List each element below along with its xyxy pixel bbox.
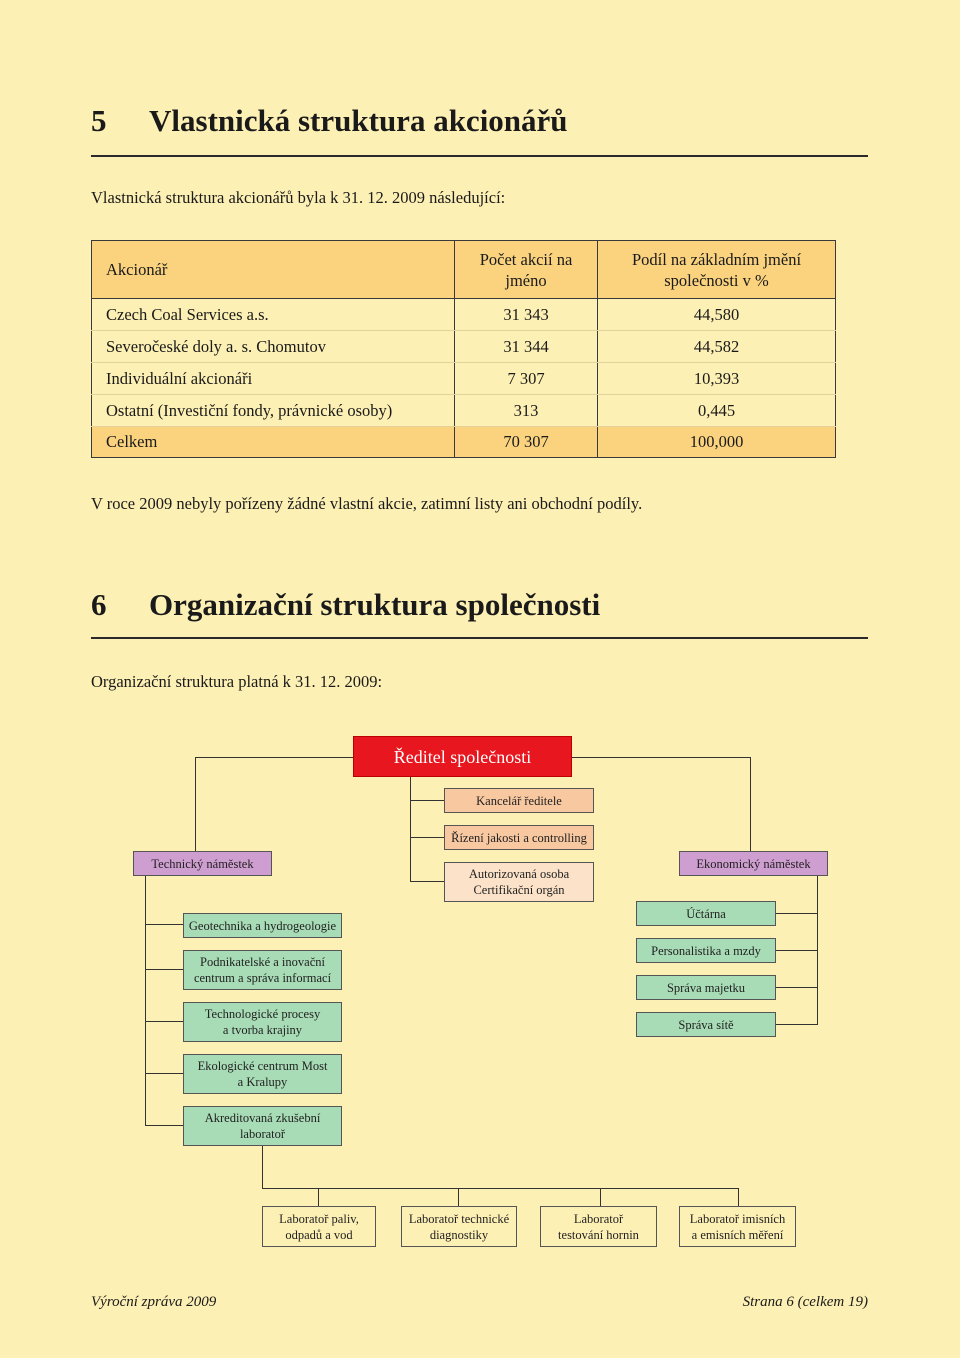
- column-header: [598, 241, 836, 299]
- table-cell: Ostatní (Investiční fondy, právnické osoby): [92, 395, 455, 427]
- header-line: Počet akcií na: [479, 249, 573, 269]
- connector-line: [145, 1073, 183, 1074]
- header-line: společnosti v %: [664, 270, 769, 290]
- technical-unit-box: [183, 1106, 342, 1146]
- table-cell: 10,393: [598, 363, 836, 395]
- technical-unit-box: [183, 950, 342, 990]
- table-header-row: [92, 241, 836, 299]
- box-line: Laboratoř paliv,: [279, 1211, 359, 1226]
- table-row: [92, 299, 836, 331]
- connector-line: [145, 1125, 183, 1126]
- box-line: testování hornin: [558, 1227, 639, 1242]
- technical-unit-box: [183, 1002, 342, 1042]
- connector-line: [410, 800, 444, 801]
- economic-unit-box: Správa majetku: [636, 975, 776, 1000]
- table-cell: 100,000: [598, 427, 836, 458]
- table-row: [92, 363, 836, 395]
- section-number: 6: [91, 587, 107, 622]
- connector-line: [775, 913, 817, 914]
- table-cell: 0,445: [598, 395, 836, 427]
- technical-unit-box: [183, 1054, 342, 1094]
- connector-line: [775, 950, 817, 951]
- column-header: [455, 241, 598, 299]
- director-box: Ředitel společnosti: [353, 736, 572, 777]
- connector-line: [410, 881, 444, 882]
- org-intro-text: Organizační struktura platná k 31. 12. 2009:: [91, 672, 383, 691]
- box-line: Laboratoř: [573, 1211, 624, 1226]
- connector-line: [262, 1145, 263, 1189]
- box-line: Akreditovaná zkušební: [204, 1111, 321, 1125]
- table-cell: 313: [455, 395, 598, 427]
- laboratory-box: [401, 1206, 517, 1247]
- director-office-box: Kancelář ředitele: [444, 788, 594, 813]
- section-title: Organizační struktura společnosti: [149, 587, 601, 622]
- box-line: a emisních měření: [691, 1227, 784, 1242]
- box-line: a Kralupy: [237, 1075, 288, 1089]
- box-line: Laboratoř imisních: [689, 1211, 786, 1226]
- table-cell: 31 343: [455, 299, 598, 331]
- box-line: odpadů a vod: [285, 1227, 353, 1242]
- authorized-body-box: [444, 862, 594, 902]
- footer-report-title: Výroční zpráva 2009: [91, 1294, 217, 1310]
- column-header: Akcionář: [92, 241, 455, 299]
- ownership-table: [91, 240, 836, 458]
- table-cell: 7 307: [455, 363, 598, 395]
- laboratory-box: [679, 1206, 796, 1247]
- shares-note: V roce 2009 nebyly pořízeny žádné vlastní akcie, zatimní listy ani obchodní podíly.: [91, 494, 643, 513]
- section-5-heading: [91, 103, 568, 139]
- table-cell: 31 344: [455, 331, 598, 363]
- connector-line: [145, 969, 183, 970]
- box-line: Laboratoř technické: [408, 1211, 510, 1226]
- table-cell: Severočeské doly a. s. Chomutov: [92, 331, 455, 363]
- connector-line: [817, 875, 818, 1025]
- economic-unit-box: Personalistika a mzdy: [636, 938, 776, 963]
- table-row: [92, 395, 836, 427]
- economic-unit-box: Správa sítě: [636, 1012, 776, 1037]
- header-line: jméno: [505, 270, 547, 290]
- box-line: diagnostiky: [429, 1227, 489, 1242]
- laboratory-box: [540, 1206, 657, 1247]
- connector-line: [318, 1188, 319, 1206]
- connector-line: [145, 875, 146, 1125]
- heading-rule: [91, 637, 868, 639]
- connector-line: [262, 1188, 601, 1189]
- laboratory-box: [262, 1206, 376, 1247]
- heading-rule: [91, 155, 868, 157]
- intro-text: Vlastnická struktura akcionářů byla k 31. 12. 2009 následující:: [91, 188, 506, 207]
- table-cell: Individuální akcionáři: [92, 363, 455, 395]
- box-line: Certifikační orgán: [473, 883, 565, 897]
- connector-line: [600, 1188, 739, 1189]
- table-cell: 70 307: [455, 427, 598, 458]
- box-line: Autorizovaná osoba: [468, 867, 570, 881]
- section-6-heading: [91, 587, 600, 623]
- footer-page-number: Strana 6 (celkem 19): [742, 1294, 868, 1310]
- box-line: Technologické procesy: [204, 1007, 321, 1021]
- box-line: Ekologické centrum Most: [197, 1059, 328, 1073]
- table-row: [92, 331, 836, 363]
- table-cell: 44,582: [598, 331, 836, 363]
- connector-line: [410, 837, 444, 838]
- table-cell: Czech Coal Services a.s.: [92, 299, 455, 331]
- connector-line: [738, 1188, 739, 1206]
- section-number: 5: [91, 103, 107, 138]
- quality-controlling-box: Řízení jakosti a controlling: [444, 825, 594, 850]
- table-total-row: [92, 427, 836, 458]
- box-line: laboratoř: [239, 1127, 286, 1141]
- header-line: Podíl na základním jmění: [631, 249, 802, 269]
- connector-line: [750, 757, 751, 852]
- box-line: a tvorba krajiny: [222, 1023, 303, 1037]
- connector-line: [145, 1021, 183, 1022]
- connector-line: [195, 757, 196, 852]
- table-cell: 44,580: [598, 299, 836, 331]
- table-cell: Celkem: [92, 427, 455, 458]
- economic-deputy-box: Ekonomický náměstek: [679, 851, 828, 876]
- box-line: Podnikatelské a inovační: [200, 955, 325, 969]
- box-line: centrum a správa informací: [193, 971, 332, 985]
- connector-line: [775, 987, 817, 988]
- connector-line: [458, 1188, 459, 1206]
- section-title: Vlastnická struktura akcionářů: [149, 103, 568, 138]
- technical-unit-box: Geotechnika a hydrogeologie: [183, 913, 342, 938]
- connector-line: [145, 924, 183, 925]
- economic-unit-box: Účtárna: [636, 901, 776, 926]
- connector-line: [775, 1024, 817, 1025]
- connector-line: [600, 1188, 601, 1206]
- technical-deputy-box: Technický náměstek: [133, 851, 272, 876]
